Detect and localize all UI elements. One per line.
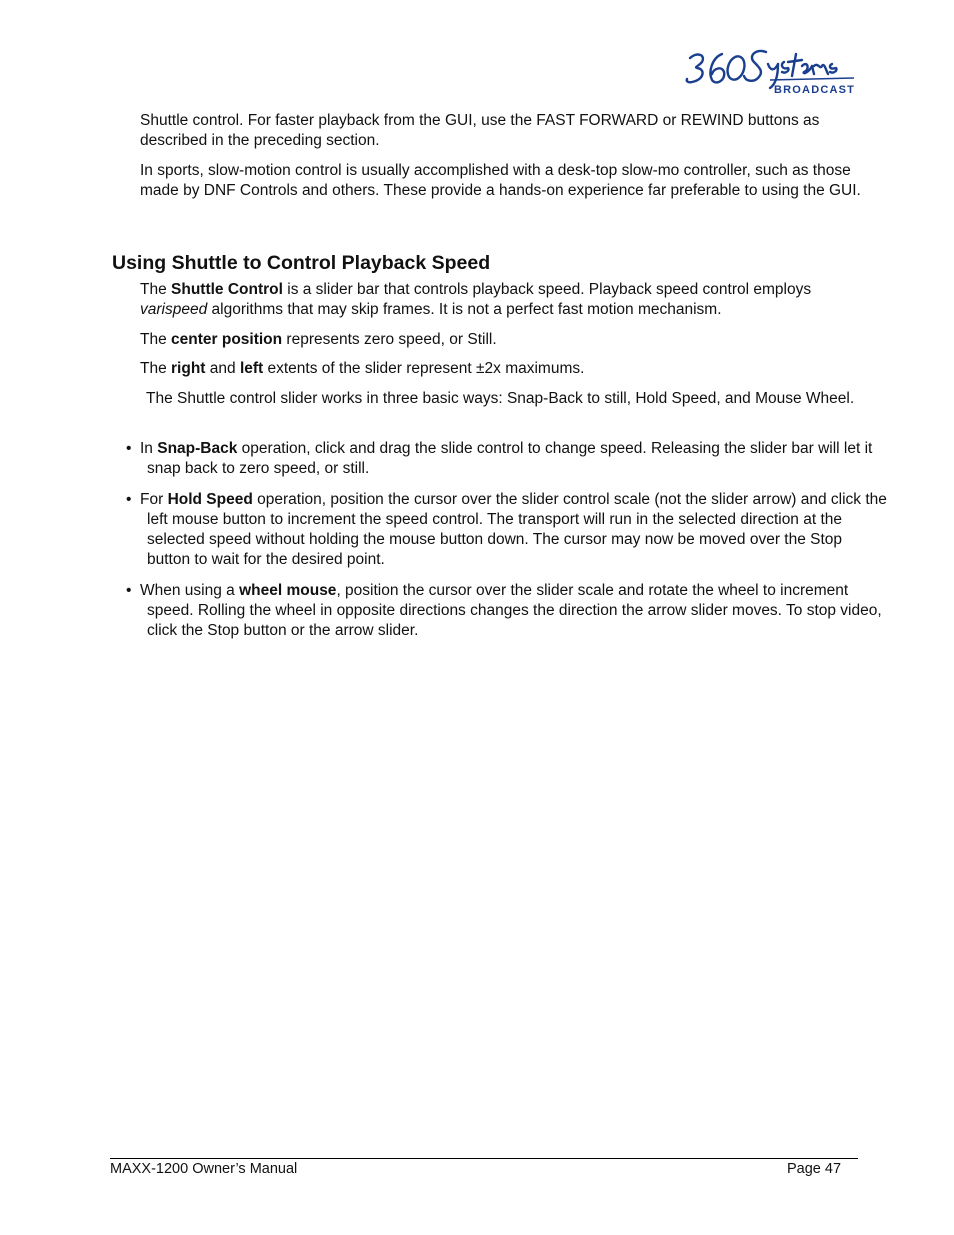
- footer-page-number: Page 47: [787, 1161, 842, 1177]
- intro-paragraph-2: In sports, slow-motion control is usually accomplished with a desk-top slow-mo controller, such as those made by DNF Controls and others. These provide a hands-on experience far preferable to using the GUI.: [140, 162, 861, 199]
- three-ways-paragraph: The Shuttle control slider works in three basic ways: Snap-Back to still, Hold Speed, and Mouse Wheel.: [146, 390, 855, 407]
- 360-systems-broadcast-logo: [684, 40, 860, 96]
- shuttle-control-paragraph: The Shuttle Control is a slider bar that controls playback speed. Playback speed control employs varispeed algorithms that may skip frames. It is not a perfect fast motion mechanism.: [140, 281, 812, 318]
- extents-paragraph: The right and left extents of the slider represent ±2x maximums.: [140, 360, 585, 377]
- center-position-paragraph: The center position represents zero speed, or Still.: [140, 331, 497, 348]
- bullet-snap-back: • In Snap-Back operation, click and drag the slide control to change speed. Releasing the slider bar will let it snap back to zero speed, or still.: [126, 440, 873, 477]
- logo-broadcast-text: BROADCAST: [774, 84, 856, 96]
- plus-minus-symbol: ±: [476, 360, 485, 377]
- bullet-wheel-mouse: • When using a wheel mouse, position the cursor over the slider scale and rotate the wheel to increment speed. Rolling the wheel in opposite directions changes the direction the arrow slider moves. To stop video, click the Stop button or the arrow slider.: [126, 582, 882, 639]
- bullet-icon: •: [126, 491, 132, 508]
- footer-divider: [110, 1158, 858, 1159]
- bullet-icon: •: [126, 582, 132, 599]
- bullet-icon: •: [126, 440, 132, 457]
- intro-paragraph-1: Shuttle control. For faster playback from the GUI, use the FAST FORWARD or REWIND buttons as described in the preceding section.: [140, 112, 820, 149]
- footer-manual-title: MAXX-1200 Owner’s Manual: [110, 1161, 298, 1177]
- bullet-hold-speed: • For Hold Speed operation, position the cursor over the slider control scale (not the slider arrow) and click the left mouse button to increment the speed control. The transport will run in the selected direction at the selected speed without holding the mouse button down. The cursor may now be moved over the Stop button to wait for the desired point.: [126, 491, 887, 568]
- section-heading: Using Shuttle to Control Playback Speed: [112, 252, 491, 274]
